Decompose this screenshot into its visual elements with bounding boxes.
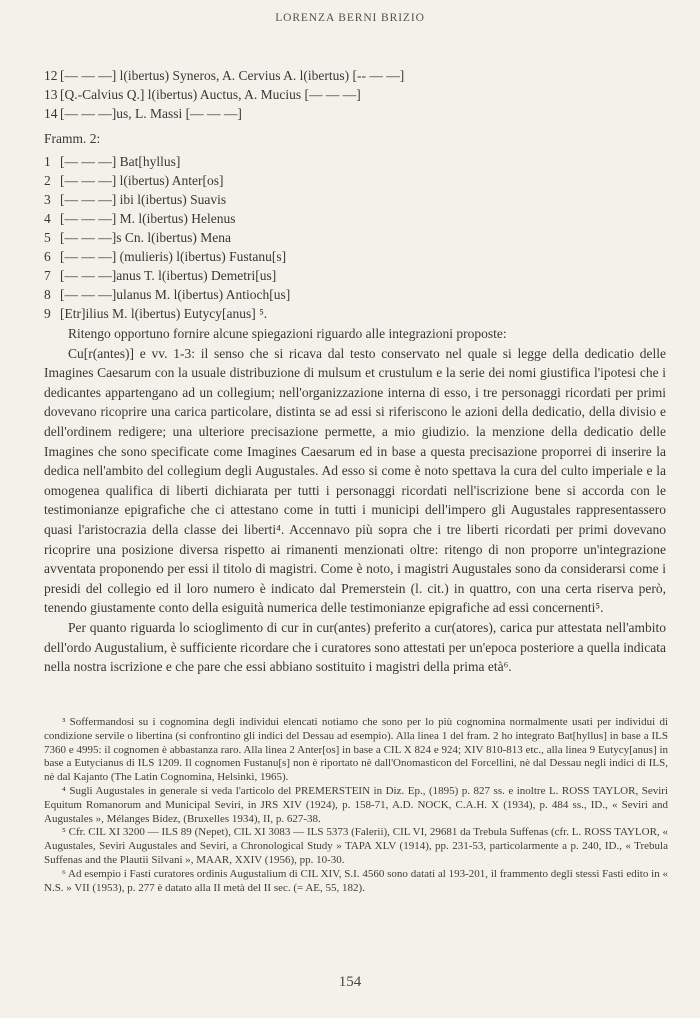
- line-number: 14: [44, 106, 58, 121]
- line-text: [— — —] ibi l(ibertus) Suavis: [60, 192, 227, 207]
- inscription-line: [44, 66, 404, 86]
- footnotes: [44, 716, 668, 895]
- line-number: 5: [44, 230, 51, 245]
- line-number: 3: [44, 192, 51, 207]
- fragment-heading: Framm. 2:: [44, 131, 101, 146]
- fragment-line: [44, 304, 267, 324]
- line-text: [Q.-Calvius Q.] l(ibertus) Auctus, A. Mucius [— — —]: [60, 87, 361, 102]
- fragment-line: [44, 247, 286, 267]
- line-number: 9: [44, 306, 51, 321]
- line-number: 7: [44, 268, 51, 283]
- paragraph: Cu[r(antes)] e vv. 1-3: il senso che si ricava dal testo conservato nel quale si legge della dedicatio delle Imagines Caesarum con la usuale distribuzione di mulsum et crustulum e la serie dei nomi giustifica l'ipotesi che i dedicantes appartengano ad un collegium; nell'organizzazione interna di esso, i tre personaggi ricordati per primi dovevano ricoprire una carica particolare, distinta se ad essi si riferiscono le azioni della dedicatio, della divisio e dell'ordinem redigere; una ulteriore precisazione permette, a mio giudizio. la menzione della dedicatio delle Imagines che sono specificate come Imagines Caesarum ed in base a questa precisazione proporrei di inserire la dedica nell'ambito del collegium degli Augustales. Ad esso si come è noto spettava la cura del culto imperiale e la omogenea qualifica di liberti dichiarata per tutti i personaggi ricordati nell'iscrizione bene si accorda con le testimonianze epigrafiche che ci attestano come in tutti i municipi dell'impero gli Augustales rappresentassero quasi l'aristocrazia della classe dei liberti⁴. Accennavo più sopra che i tre liberti ricordati per primi dovevano ricoprire una posizione diversa rispetto ai rimanenti menzionati oltre: ritengo di non proporre un'integrazione avventata proponendo per essi il titolo di magistri. Come è noto, i magistri Augustales sono da considerarsi come i presidi del collegio ed il loro numero è indicato dal Premerstein (l. cit.) in quattro, con una certa riserva però, tenendo giustamente conto della esiguità numerica delle testimonianze epigrafiche ad essi concernenti⁵.: [44, 345, 666, 616]
- paragraph: Per quanto riguarda lo scioglimento di cur in cur(antes) preferito a cur(atores), carica pur attestata nell'ambito dell'ordo Augustalium, è sufficiente ricordare che i curatores sono attestati per un'epoca posteriore a quella indicata nella nostra iscrizione e che pare che essi abbiano sostituito i magistri della prima età⁶.: [44, 619, 666, 675]
- line-text: [— — —] l(ibertus) Anter[os]: [60, 173, 224, 188]
- fragment-line: [44, 228, 231, 248]
- line-text: [— — —]us, L. Massi [— — —]: [60, 106, 242, 121]
- line-number: 2: [44, 173, 51, 188]
- inscription-line: [44, 104, 242, 124]
- inscription-line: [44, 85, 361, 105]
- fragment-line: [44, 209, 235, 229]
- footnote: ⁵ Cfr. CIL XI 3200 — ILS 89 (Nepet), CIL XI 3083 — ILS 5373 (Falerii), CIL VI, 29681 da Trebula Suffenas (cfr. L. ROSS TAYLOR, « Augustales, Seviri Augustales and Seviri, a Chronological Study » TAPA XLV (1914), pp. 231-53, particolarmente a p. 240, ID., « Trebula Suffenas and the Plautii Silvani », MAAR, XXIV (1956), pp. 10-30.: [44, 826, 668, 866]
- line-number: 4: [44, 211, 51, 226]
- fragment-line: [44, 266, 276, 286]
- fragment-line: [44, 190, 226, 210]
- footnote: ³ Soffermandosi su i cognomina degli individui elencati notiamo che sono per lo più cognomina normalmente usati per individui di condizione servile o libertina (si confrontino gli indici del Dessau ad esempio). Alla linea 1 del fram. 2 ho integrato Bat[hyllus] in base a ILS 7360 e 4995: il cognomen è abbastanza raro. Alla linea 2 Anter[os] in base a CIL X 824 e 924; XIV 810-813 etc., alla linea 9 Eutycy[anus] in base a Eutycianus di ILS 1209. Il cognomen Fustanu[s] non è riportato nè dall'Onomasticon del Forcellini, nè dal Dessau negli indici di ILS, nè dal Kajanto (The Latin Cognomina, Helsinki, 1965).: [44, 716, 668, 784]
- line-text: [— — —]s Cn. l(ibertus) Mena: [60, 230, 231, 245]
- paragraph: Ritengo opportuno fornire alcune spiegazioni riguardo alle integrazioni proposte:: [68, 326, 507, 341]
- line-number: 13: [44, 87, 58, 102]
- line-text: [— — —] l(ibertus) Syneros, A. Cervius A. l(ibertus) [-- — —]: [60, 68, 405, 83]
- line-text: [— — —] M. l(ibertus) Helenus: [60, 211, 236, 226]
- fragment-line: [44, 152, 180, 172]
- fragment-line: [44, 285, 290, 305]
- page-number: 154: [338, 974, 362, 990]
- line-number: 8: [44, 287, 51, 302]
- line-text: [Etr]ilius M. l(ibertus) Eutycy[anus] ⁵.: [60, 306, 268, 321]
- footnote: ⁴ Sugli Augustales in generale si veda l'articolo del PREMERSTEIN in Diz. Ep., (1895) p. 827 ss. e inoltre L. ROSS TAYLOR, Seviri Equitum Romanorum and Municipal Seviri, in JRS XIV (1924), p. 158-71, A.D. NOCK, C.A.H. X (1934), p. 484 ss., ID., « Seviri and Augustales », Mélanges Bidez, (Bruxelles 1934), II, p. 627-38.: [44, 784, 668, 825]
- footnote: ⁶ Ad esempio i Fasti curatores ordinis Augustalium di CIL XIV, S.I. 4560 sono datati al 193-201, il frammento degli stessi Fasti edito in « N.S. » VII (1953), p. 277 è datato alla II metà del II sec. (= AE, 55, 182).: [44, 867, 668, 894]
- line-text: [— — —] Bat[hyllus]: [60, 154, 181, 169]
- line-number: 6: [44, 249, 51, 264]
- line-text: [— — —]ulanus M. l(ibertus) Antioch[us]: [60, 287, 291, 302]
- body-text: [44, 324, 666, 677]
- line-text: [— — —] (mulieris) l(ibertus) Fustanu[s]: [60, 249, 287, 264]
- running-head: LORENZA BERNI BRIZIO: [275, 12, 425, 24]
- fragment-line: [44, 171, 223, 191]
- line-number: 12: [44, 68, 58, 83]
- line-text: [— — —]anus T. l(ibertus) Demetri[us]: [60, 268, 277, 283]
- line-number: 1: [44, 154, 51, 169]
